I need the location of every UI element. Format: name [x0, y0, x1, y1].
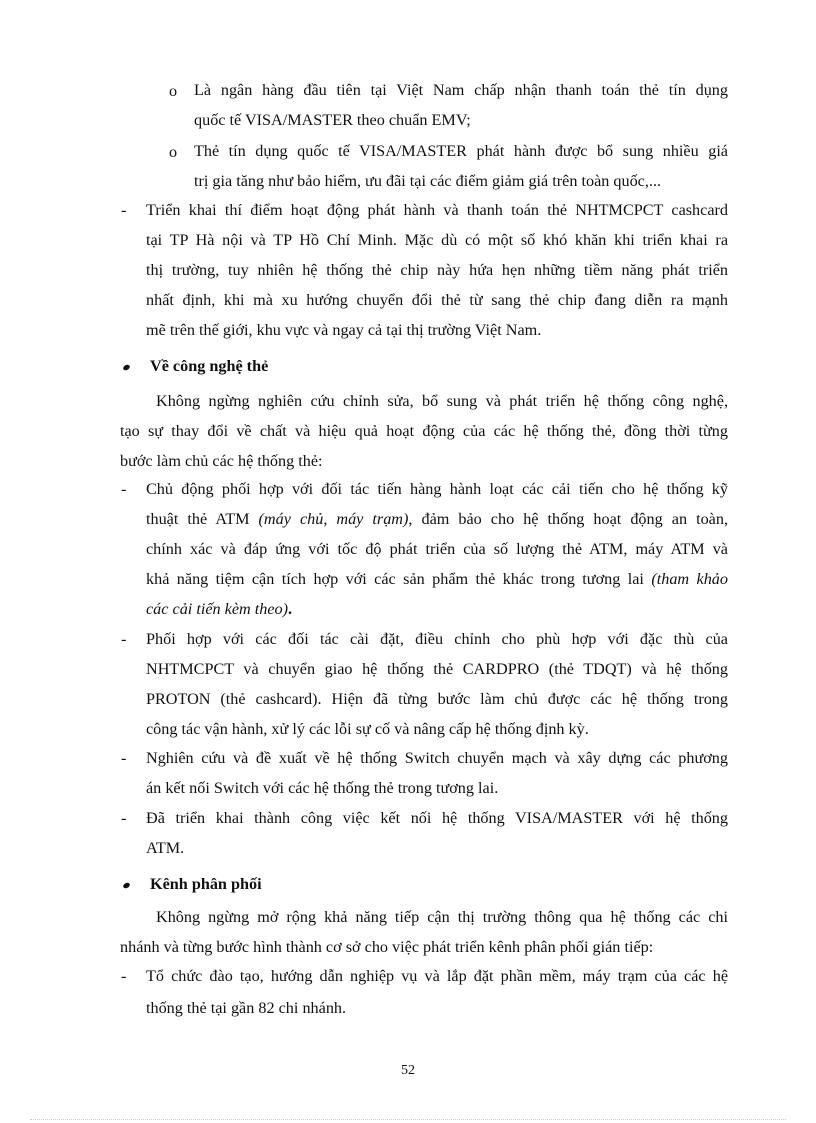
list-item-line: Đã triển khai thành công việc kết nối hệ thống VISA/MASTER với hệ thống — [146, 809, 728, 827]
list-item-line: công tác vận hành, xử lý các lỗi sự cố và nâng cấp hệ thống định kỳ. — [146, 720, 589, 738]
list-item-line: ATM. — [146, 839, 185, 857]
sub-item-line: trị gia tăng như bảo hiểm, ưu đãi tại các điểm giảm giá trên toàn quốc,... — [194, 172, 662, 190]
list-item-line: mẽ trên thế giới, khu vực và ngay cả tại thị trường Việt Nam. — [146, 321, 542, 339]
text-run: . — [288, 600, 293, 618]
paragraph-line: nhánh và từng bước hình thành cơ sở cho việc phát triển kênh phân phối gián tiếp: — [120, 938, 654, 956]
list-item-line: chính xác và đáp ứng với tốc độ phát triển của số lượng thẻ ATM, máy ATM và — [146, 540, 728, 558]
text-run: khả năng tiệm cận tích hợp với các sản phẩm thẻ khác trong tương lai — [146, 570, 652, 588]
emphasis-text: (tham khảo — [651, 570, 728, 588]
dash-marker: - — [121, 749, 127, 767]
section-heading: Về công nghệ thẻ — [150, 357, 269, 375]
footer-divider — [30, 1119, 786, 1120]
list-item-line: Tổ chức đào tạo, hướng dẫn nghiệp vụ và lắp đặt phần mềm, máy trạm của các hệ — [146, 967, 728, 985]
sub-bullet-marker: o — [169, 82, 178, 100]
sub-item-line: quốc tế VISA/MASTER theo chuẩn EMV; — [194, 111, 471, 129]
paragraph-line: bước làm chủ các hệ thống thẻ: — [120, 452, 323, 470]
list-item-line: thống thẻ tại gần 82 chi nhánh. — [146, 999, 347, 1017]
text-run: thuật thẻ ATM — [146, 510, 259, 528]
list-item-line: NHTMCPCT và chuyển giao hệ thống thẻ CARDPRO (thẻ TDQT) và hệ thống — [146, 660, 728, 678]
sub-item-line: Thẻ tín dụng quốc tế VISA/MASTER phát hành được bổ sung nhiều giá — [194, 142, 728, 160]
section-heading: Kênh phân phối — [150, 875, 262, 893]
list-item-line — [146, 569, 728, 589]
paragraph-line: Không ngừng mở rộng khả năng tiếp cận thị trường thông qua hệ thống các chi — [156, 908, 728, 926]
paragraph-line: Không ngừng nghiên cứu chỉnh sửa, bổ sung và phát triển hệ thống công nghệ, — [156, 392, 728, 410]
paragraph-line: tạo sự thay đổi về chất và hiệu quả hoạt động của các hệ thống thẻ, đồng thời từng — [120, 422, 728, 440]
dash-marker: - — [121, 967, 127, 985]
list-item-line — [146, 509, 728, 529]
emphasis-text: các cải tiến kèm theo) — [146, 600, 289, 618]
list-item-line: Phối hợp với các đối tác cài đặt, điều chỉnh cho phù hợp với đặc thù của — [146, 630, 728, 648]
list-item-line: Triển khai thí điểm hoạt động phát hành và thanh toán thẻ NHTMCPCT cashcard — [146, 201, 728, 219]
dash-marker: - — [121, 630, 127, 648]
sub-item-line: Là ngân hàng đầu tiên tại Việt Nam chấp nhận thanh toán thẻ tín dụng — [194, 81, 728, 99]
emphasis-text: (máy chủ, máy trạm) — [258, 510, 409, 528]
page-number: 52 — [401, 1063, 415, 1078]
dash-marker: - — [121, 809, 127, 827]
list-item-line: nhất định, khi mà xu hướng chuyển đổi thẻ từ sang thẻ chip đang diễn ra mạnh — [146, 291, 728, 309]
dash-marker: - — [121, 201, 127, 219]
text-run: , đảm bảo cho hệ thống hoạt động an toàn, — [408, 510, 728, 528]
list-item-line: án kết nối Switch với các hệ thống thẻ trong tương lai. — [146, 779, 499, 797]
list-item-line: PROTON (thẻ cashcard). Hiện đã từng bước làm chủ được các hệ thống trong — [146, 690, 728, 708]
dash-marker: - — [121, 480, 127, 498]
list-item-line: thị trường, tuy nhiên hệ thống thẻ chip này hứa hẹn những tiềm năng phát triển — [146, 261, 728, 279]
section-bullet-icon — [122, 364, 131, 372]
list-item-line: Chủ động phối hợp với đối tác tiến hàng hành loạt các cải tiến cho hệ thống kỹ — [146, 480, 728, 498]
sub-bullet-marker: o — [169, 143, 178, 161]
list-item-line — [146, 599, 292, 619]
list-item-line: Nghiên cứu và đề xuất về hệ thống Switch chuyển mạch và xây dựng các phương — [146, 749, 728, 767]
list-item-line: tại TP Hà nội và TP Hồ Chí Minh. Mặc dù có một số khó khăn khi triển khai ra — [146, 231, 728, 249]
section-bullet-icon — [122, 882, 131, 890]
